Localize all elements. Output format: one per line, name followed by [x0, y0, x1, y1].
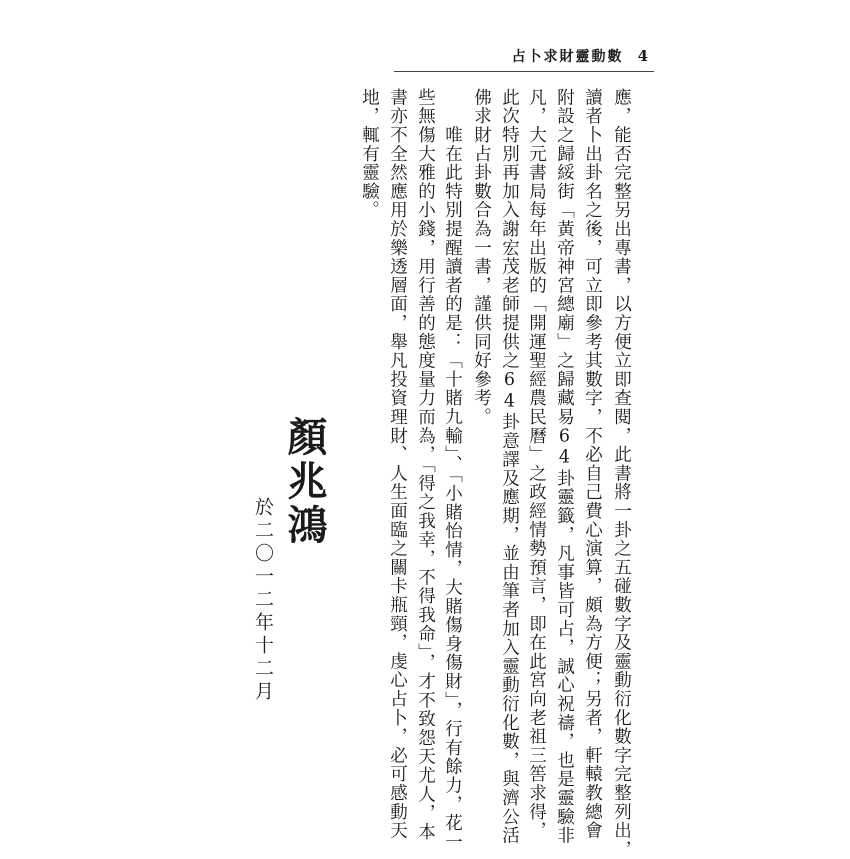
text-column: 地，輒有靈驗。: [359, 88, 380, 220]
text-column: 附設之歸綏街「黃帝神宮總廟」之歸藏易64卦靈籤，凡事皆可占，誠心祝禱，也是靈驗非: [554, 88, 575, 845]
text-column: 讀者卜出卦名之後，可立即參考其數字，不必自己費心演算，頗為方便；另者，軒轅教總會: [582, 88, 603, 840]
page-number: 4: [637, 47, 650, 65]
text-column: 凡，大元書局每年出版的「開運聖經農民曆」之政經情勢預言，即在此宮向老祖三筶求得，: [526, 88, 547, 840]
text-column: 此次特別再加入謝宏茂老師提供之64卦意譯及應期，並由筆者加入靈動衍化數，與濟公活: [499, 88, 520, 845]
running-header: [512, 46, 650, 66]
header-rule: [394, 71, 654, 72]
book-title: 占卜求財靈動數: [511, 49, 624, 65]
text-column: 唯在此特別提醒讀者的是：「十賭九輸」、「小賭怡情，大賭傷身傷財」，行有餘力，花一: [442, 88, 463, 852]
text-column: 書亦不全然應用於樂透層面，舉凡投資理財、人生面臨之關卡瓶頸，虔心占卜，必可感動天: [387, 88, 408, 840]
text-column: 佛求財占卦數合為一書，謹供同好參考。: [471, 88, 492, 427]
text-column: 應，能否完整另出專書，以方便立即查閱，此書將一卦之五碰數字及靈動衍化數字完整列出，: [611, 88, 632, 859]
author-signature: 顏兆鴻: [281, 416, 328, 548]
signature-date: 於二〇一二年十二月: [252, 497, 274, 704]
text-column: 些無傷大雅的小錢，用行善的態度量力而為，「得之我幸，不得我命」，才不致怨天尤人，本: [415, 88, 436, 842]
